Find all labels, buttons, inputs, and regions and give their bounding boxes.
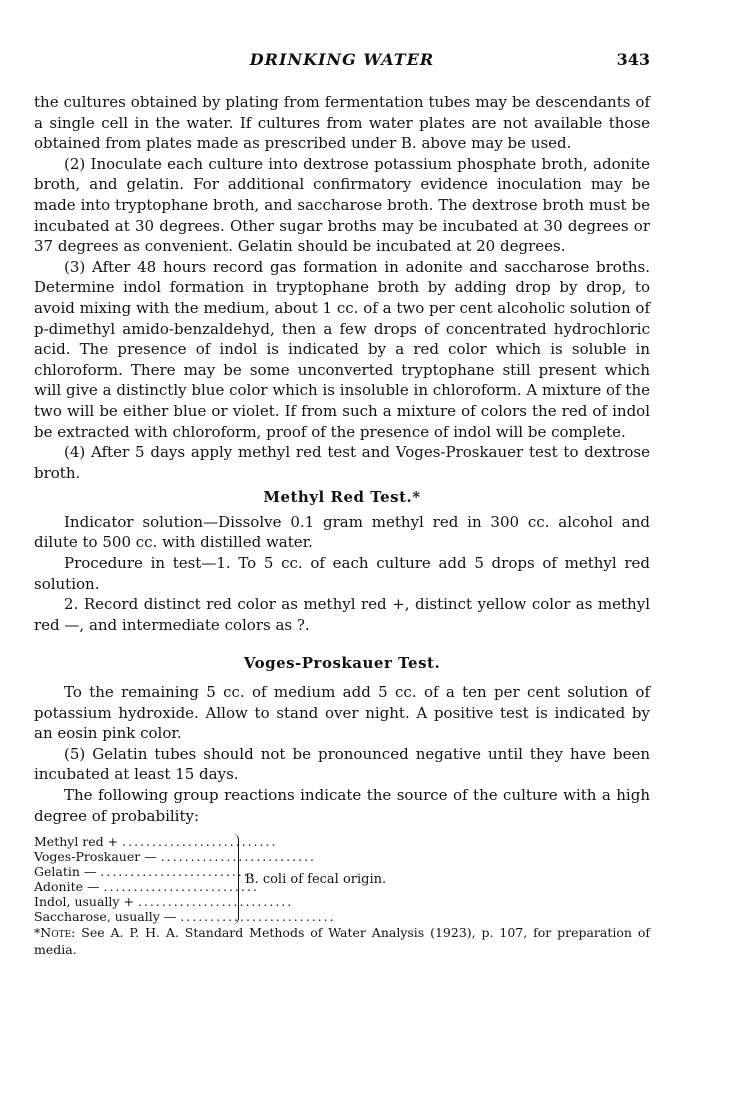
reaction-label: Methyl red + xyxy=(34,834,119,850)
leader-dots: .......................... xyxy=(160,849,317,865)
footnote-text: See A. P. H. A. Standard Methods of Water Analysis (1923), p. 107, for preparation of media. xyxy=(34,925,650,958)
leader-dots: .......................... xyxy=(137,894,294,910)
reaction-label: Saccharose, usually — xyxy=(34,909,177,925)
reaction-item xyxy=(34,894,294,910)
reaction-label: Gelatin — xyxy=(34,864,97,880)
leader-dots: .......................... xyxy=(103,879,259,895)
paragraph-4: (4) After 5 days apply methyl red test and Voges-Proskauer test to dextrose broth. xyxy=(34,443,650,482)
footnote-label: *Note: xyxy=(34,925,76,941)
reaction-item xyxy=(34,834,278,850)
reaction-label: Voges-Proskauer — xyxy=(34,849,157,865)
group-reactions-intro: The following group reactions indicate the source of the culture with a high degree of probability: xyxy=(34,786,650,825)
methyl-red-indicator: Indicator solution—Dissolve 0.1 gram methyl red in 300 cc. alcohol and dilute to 500 cc. with distilled water. xyxy=(34,512,650,552)
group-reactions xyxy=(34,834,650,924)
paragraph-2: (2) Inoculate each culture into dextrose potassium phosphate broth, adonite broth, and gelatin. For additional confirmatory evidence inoculation may be made into tryptophane broth, and saccharose broth. The dextrose broth must be incubated at 30 degrees. Other sugar broths may be incubated at 30 degrees or 37 degrees as convenient. Gelatin should be incubated at 20 degrees. xyxy=(34,154,650,256)
reaction-item xyxy=(34,864,256,880)
page-header xyxy=(34,50,650,74)
methyl-red-step-2: 2. Record distinct red color as methyl red +, distinct yellow color as methyl red —, and intermediate colors as ?. xyxy=(34,595,650,634)
methyl-red-procedure: Procedure in test—1. To 5 cc. of each culture add 5 drops of methyl red solution. xyxy=(34,554,650,593)
reaction-result: B. coli of fecal origin. xyxy=(245,871,387,887)
reaction-item xyxy=(34,849,317,865)
voges-proskauer-heading: Voges-Proskauer Test. xyxy=(243,654,441,673)
reaction-label: Indol, usually + xyxy=(34,894,134,910)
voges-proskauer-text: To the remaining 5 cc. of medium add 5 cc. of a ten per cent solution of potassium hydroxide. Allow to stand over night. A positive test is indicated by an eosin pink color. xyxy=(34,683,650,743)
methyl-red-heading: Methyl Red Test.* xyxy=(263,488,421,507)
leader-dots: .......................... xyxy=(180,909,336,925)
reaction-label: Adonite — xyxy=(34,879,100,895)
paragraph-intro: the cultures obtained by plating from fermentation tubes may be descendants of a single cell in the water. If cultures from water plates are not available those obtained from plates made as prescribed under B. above may be used. xyxy=(34,93,650,153)
footnote xyxy=(34,924,650,958)
reaction-item xyxy=(34,879,259,895)
leader-dots: .......................... xyxy=(100,864,256,880)
leader-dots: .......................... xyxy=(122,834,278,850)
reaction-item xyxy=(34,909,336,925)
body-text xyxy=(34,92,650,958)
running-title: DRINKING WATER xyxy=(249,50,435,69)
paragraph-3: (3) After 48 hours record gas formation in adonite and saccharose broths. Determine indol formation in tryptophane broth by adding drop by drop, to avoid mixing with the medium, about 1 cc. of a two per cent alcoholic solution of p-dimethyl amido-benzaldehyd, then a few drops of concentrated hydrochloric acid. The presence of indol is indicated by a red color which is soluble in chloroform. There may be some unconverted tryptophane still present which will give a distinctly blue color which is insoluble in chloroform. A mixture of the two will be either blue or violet. If from such a mixture of colors the red of indol be extracted with chloroform, proof of the presence of indol will be complete. xyxy=(34,257,650,441)
page-number: 343 xyxy=(616,50,650,69)
paragraph-5: (5) Gelatin tubes should not be pronounced negative until they have been incubated at least 15 days. xyxy=(34,744,650,784)
